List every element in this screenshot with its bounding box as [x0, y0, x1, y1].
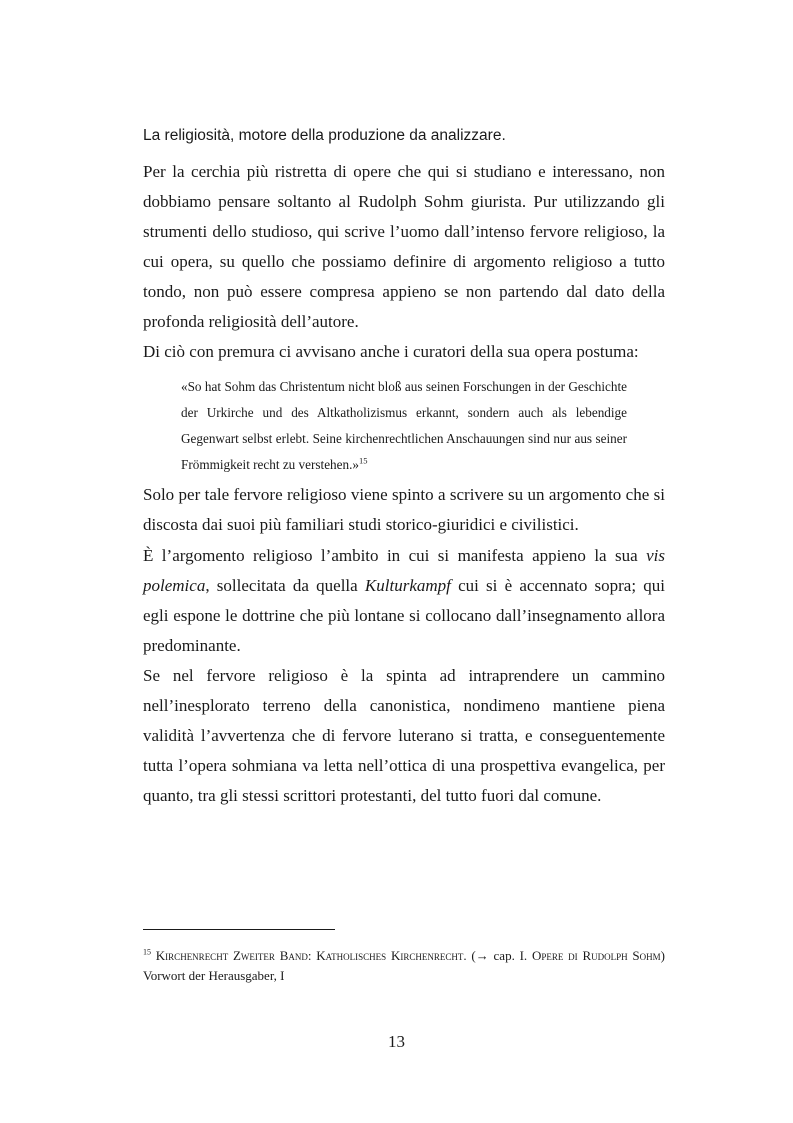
paragraph-3: Solo per tale fervore religioso viene spinto a scrivere su un argomento che si discosta dai suoi più familiari studi storico-giuridici e civilistici.	[143, 485, 665, 534]
footnote-title: Kirchenrecht Zweiter Band: Katholisches Kirchenrecht.	[155, 948, 467, 963]
p4-text-2: , sollecitata da quella	[205, 576, 365, 595]
p4-text-1: È l’argomento religioso l’ambito in cui si manifesta appieno la sua	[143, 546, 647, 565]
footnote	[143, 946, 665, 986]
p4-italic-kulturkampf: Kulturkampf	[364, 576, 451, 595]
footnote-rest: ) Vorwort der Herausgaber, I	[143, 948, 665, 983]
p4-italic-vis-polemica: vis polemica	[143, 546, 665, 595]
paragraph-5: Se nel fervore religioso è la spinta ad intraprendere un cammino nell’inesplorato terreno della canonistica, nondimeno mantiene piena validità l’avvertenza che di fervore luterano si tratta, e conseguentemente tutta l’opera sohmiana va letta nell’ottica di una prospettiva evangelica, per quanto, tra gli stessi scrittori protestanti, del tutto fuori dal comune.	[143, 666, 665, 805]
footnote-arrow: (→ cap. I.	[466, 948, 532, 963]
footnote-separator	[143, 929, 335, 930]
paragraph-2: Di ciò con premura ci avvisano anche i curatori della sua opera postuma:	[143, 342, 639, 361]
page-number: 13	[388, 1032, 405, 1051]
quote-text: «So hat Sohm das Christentum nicht bloß aus seinen Forschungen in der Geschichte der Urkirche und des Altkatholizismus erkannt, sondern auch als lebendige Gegenwart selbst erlebt. Seine kirchenrechtlichen Anschauungen sind nur aus seiner Frömmigkeit recht zu verstehen.»	[181, 379, 627, 472]
footnote-number: 15	[143, 947, 151, 957]
paragraph-4	[143, 541, 665, 661]
paragraph-1: Per la cerchia più ristretta di opere che qui si studiano e interessano, non dobbiamo pensare soltanto al Rudolph Sohm giurista. Pur utilizzando gli strumenti dello studioso, qui scrive l’uomo dall’intenso fervore religioso, la cui opera, su quello che possiamo definire di argomento religioso a tutto tondo, non può essere compresa appieno se non partendo dal dato della profonda religiosità dell’autore.	[143, 162, 665, 331]
block-quote	[181, 374, 627, 478]
footnote-ref[interactable]: 15	[358, 455, 368, 466]
footnote-section: Opere di Rudolph Sohm	[531, 948, 661, 963]
section-heading: La religiosità, motore della produzione da analizzare.	[143, 127, 506, 144]
p4-text-3: cui si è accennato sopra; qui egli espone le dottrine che più lontane si collocano dall’insegnamento allora predominante.	[143, 576, 666, 655]
